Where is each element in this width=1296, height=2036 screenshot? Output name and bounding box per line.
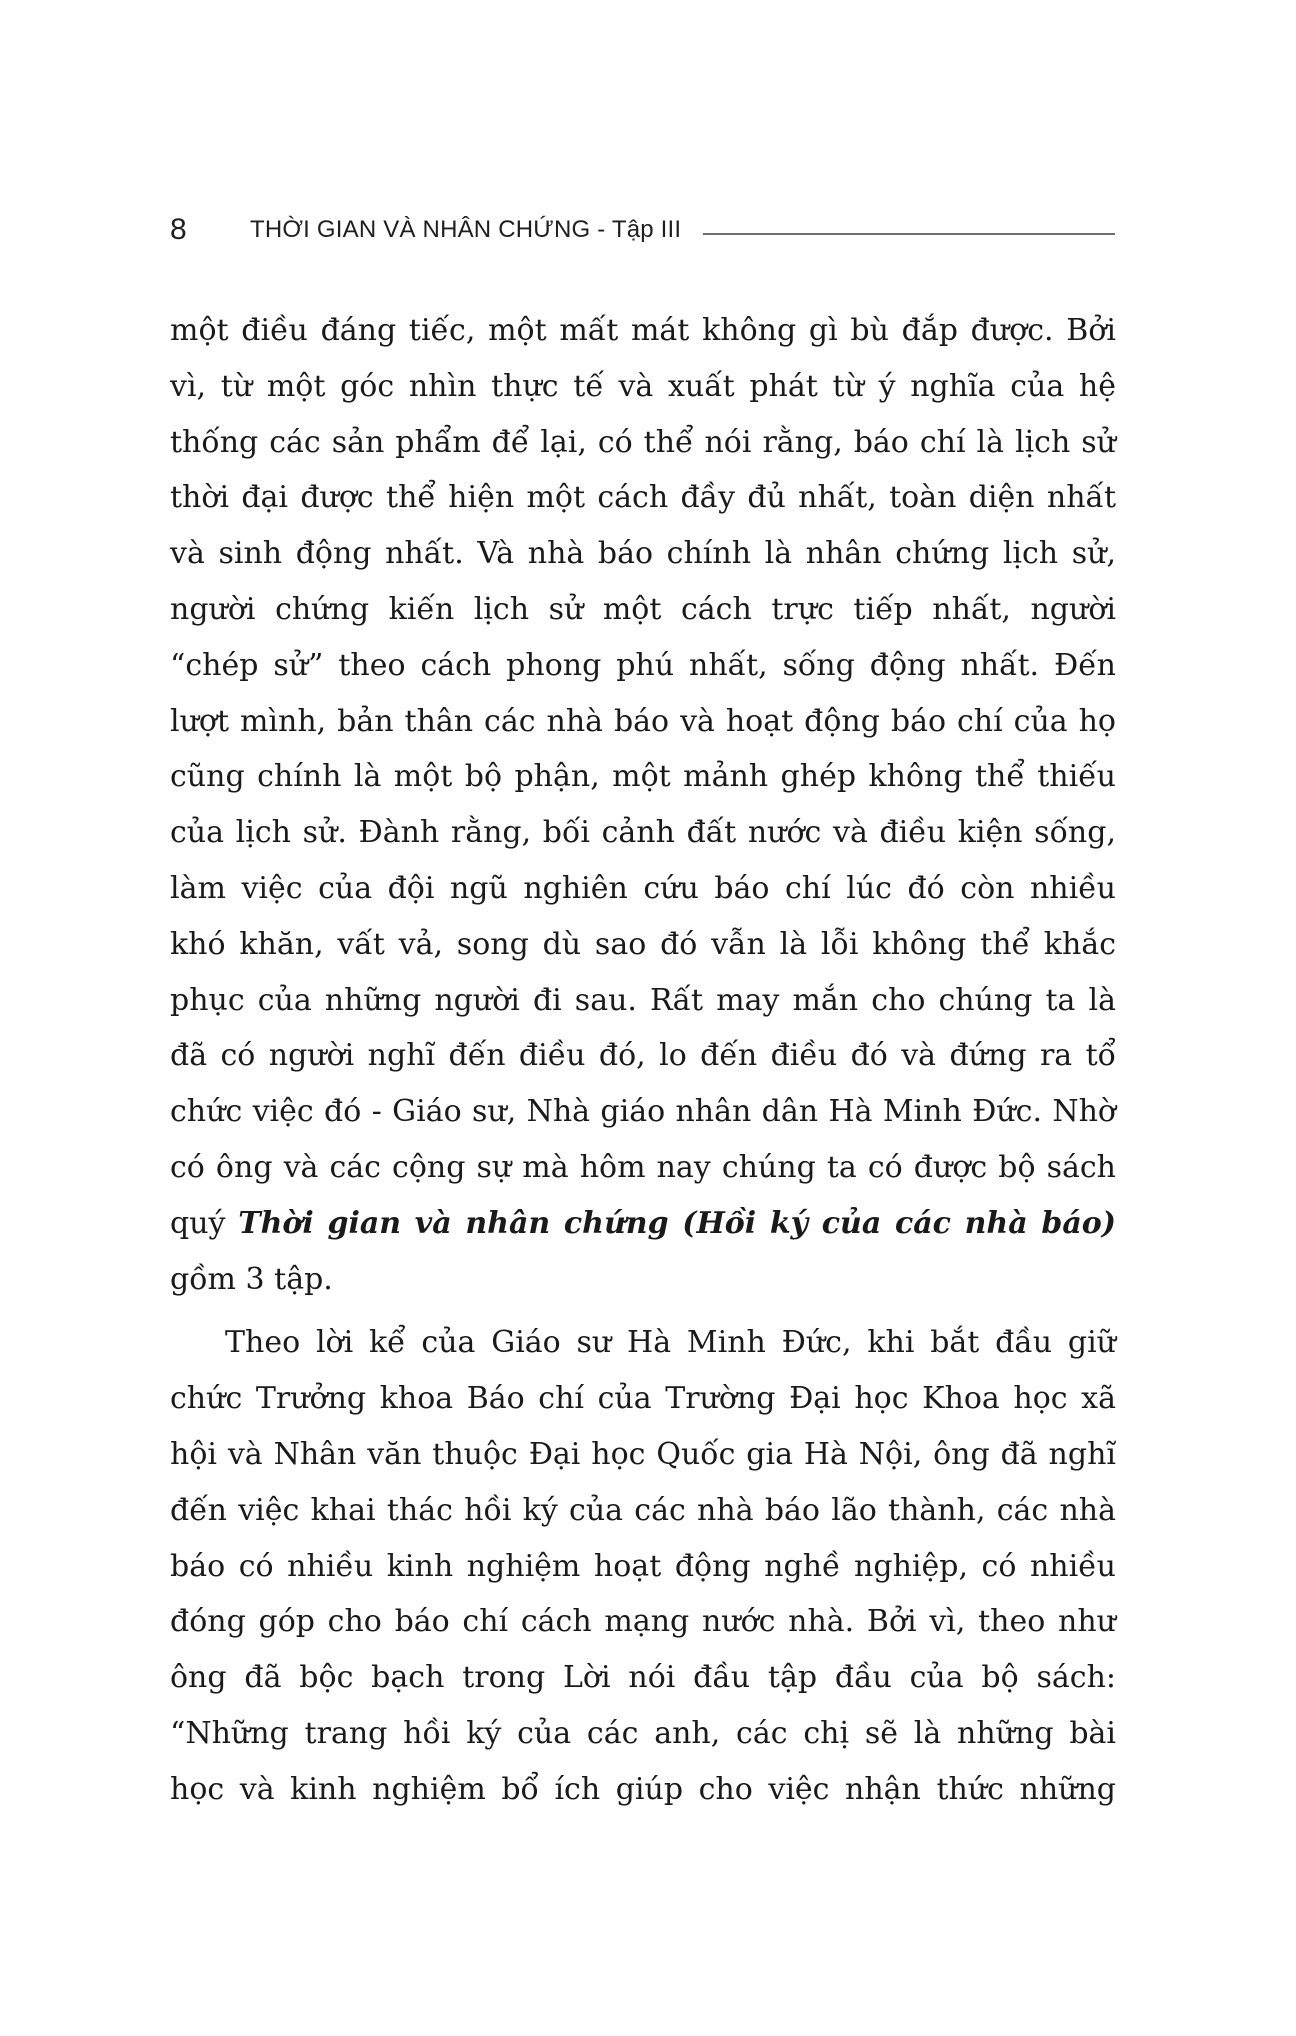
text-line: thời đại được thể hiện một cách đầy đủ nhất, toàn diện nhất — [170, 480, 1116, 516]
text-line: lượt mình, bản thân các nhà báo và hoạt động báo chí của họ — [170, 703, 1116, 739]
text-line: “chép sử” theo cách phong phú nhất, sống động nhất. Đến — [170, 647, 1116, 683]
text-line: hội và Nhân văn thuộc Đại học Quốc gia Hà Nội, ông đã nghĩ — [170, 1436, 1116, 1472]
text-line: làm việc của đội ngũ nghiên cứu báo chí lúc đó còn nhiều — [170, 870, 1116, 906]
text-line: người chứng kiến lịch sử một cách trực tiếp nhất, người — [170, 591, 1116, 627]
text-line: báo có nhiều kinh nghiệm hoạt động nghề nghiệp, có nhiều — [170, 1548, 1116, 1584]
text-line: chức Trưởng khoa Báo chí của Trường Đại học Khoa học xã — [170, 1381, 1116, 1417]
text-line: gồm 3 tập. — [170, 1261, 333, 1297]
running-title: THỜI GIAN VÀ NHÂN CHỨNG - Tập III — [250, 216, 682, 243]
text-line: đóng góp cho báo chí cách mạng nước nhà. Bởi vì, theo như — [170, 1604, 1116, 1640]
book-title: Thời gian và nhân chứng (Hồi ký của các nhà báo) — [238, 1205, 1116, 1241]
text-line: của lịch sử. Đành rằng, bối cảnh đất nước và điều kiện sống, — [170, 815, 1116, 851]
book-title-prefix: quý — [170, 1205, 239, 1241]
page-number: 8 — [170, 213, 187, 246]
text-line: khó khăn, vất vả, song dù sao đó vẫn là lỗi không thể khắc — [170, 926, 1116, 962]
running-header — [170, 210, 1115, 250]
text-line: thống các sản phẩm để lại, có thể nói rằng, báo chí là lịch sử — [170, 424, 1116, 460]
book-title-line — [170, 1196, 1116, 1252]
text-line: “Những trang hồi ký của các anh, các chị sẽ là những bài — [170, 1715, 1116, 1751]
header-rule — [703, 233, 1115, 235]
text-line: một điều đáng tiếc, một mất mát không gì bù đắp được. Bởi — [170, 313, 1116, 348]
text-line: đến việc khai thác hồi ký của các nhà báo lão thành, các nhà — [170, 1492, 1116, 1528]
text-line: có ông và các cộng sự mà hôm nay chúng ta có được bộ sách — [170, 1149, 1116, 1185]
text-line: và sinh động nhất. Và nhà báo chính là nhân chứng lịch sử, — [170, 536, 1116, 572]
text-line: vì, từ một góc nhìn thực tế và xuất phát từ ý nghĩa của hệ — [170, 368, 1116, 404]
body-text — [170, 303, 1116, 1818]
text-line: Theo lời kể của Giáo sư Hà Minh Đức, khi bắt đầu giữ — [225, 1325, 1116, 1361]
text-line: đã có người nghĩ đến điều đó, lo đến điều đó và đứng ra tổ — [170, 1038, 1116, 1074]
text-line: học và kinh nghiệm bổ ích giúp cho việc nhận thức những — [170, 1771, 1116, 1807]
text-line: chức việc đó - Giáo sư, Nhà giáo nhân dân Hà Minh Đức. Nhờ — [170, 1094, 1116, 1130]
text-line: ông đã bộc bạch trong Lời nói đầu tập đầu của bộ sách: — [170, 1660, 1116, 1696]
text-line: phục của những người đi sau. Rất may mắn cho chúng ta là — [170, 982, 1116, 1018]
text-line: cũng chính là một bộ phận, một mảnh ghép không thể thiếu — [170, 759, 1116, 795]
